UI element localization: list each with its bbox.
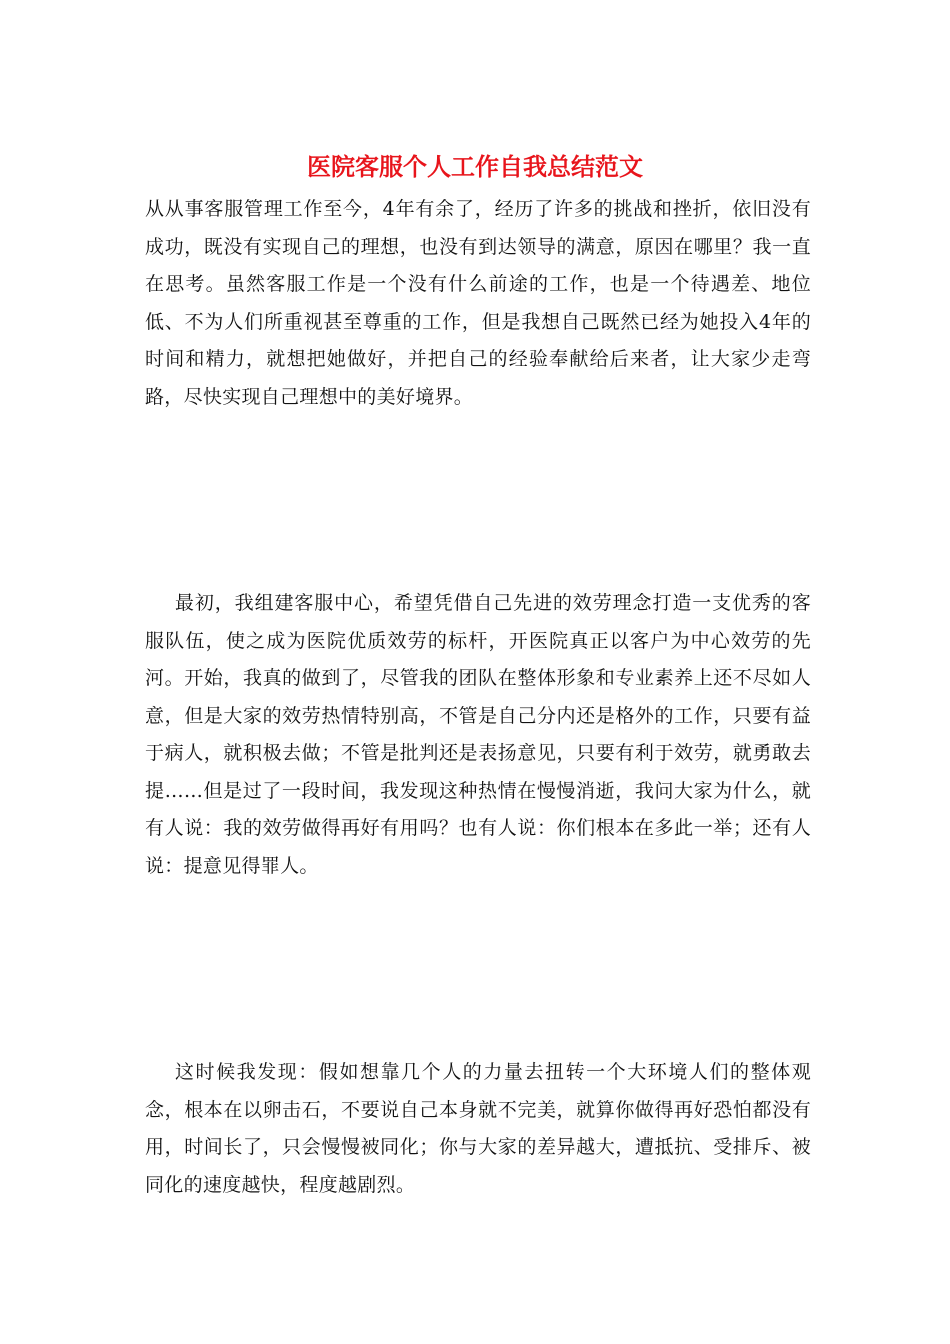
paragraph-1: 从从事客服管理工作至今，4年有余了，经历了许多的挑战和挫折，依旧没有成功，既没有实现自己的理想，也没有到达领导的满意，原因在哪里？我一直在思考。虽然客服工作是一个没有什么前途的工作，也是一个待遇差、地位低、不为人们所重视甚至尊重的工作，但是我想自己既然已经为她投入4年的时间和精力，就想把她做好，并把自己的经验奉献给后来者，让大家少走弯路，尽快实现自己理想中的美好境界。 (145, 198, 811, 408)
paragraph-3: 这时候我发现：假如想靠几个人的力量去扭转一个大环境人们的整体观念，根本在以卵击石，不要说自己本身就不完美，就算你做得再好恐怕都没有用，时间长了，只会慢慢被同化；你与大家的差异越大，遭抵抗、受排斥、被同化的速度越快，程度越剧烈。 (145, 1061, 811, 1196)
document-title: 医院客服个人工作自我总结范文 (307, 152, 643, 181)
paragraph-2: 最初，我组建客服中心，希望凭借自己先进的效劳理念打造一支优秀的客服队伍，使之成为医院优质效劳的标杆，开医院真正以客户为中心效劳的先河。开始，我真的做到了，尽管我的团队在整体形象和专业素养上还不尽如人意，但是大家的效劳热情特别高，不管是自己分内还是格外的工作，只要有益于病人，就积极去做；不管是批判还是表扬意见，只要有利于效劳，就勇敢去提……但是过了一段时间，我发现这种热情在慢慢消逝，我问大家为什么，就有人说：我的效劳做得再好有用吗？也有人说：你们根本在多此一举；还有人说：提意见得罪人。 (145, 592, 811, 877)
